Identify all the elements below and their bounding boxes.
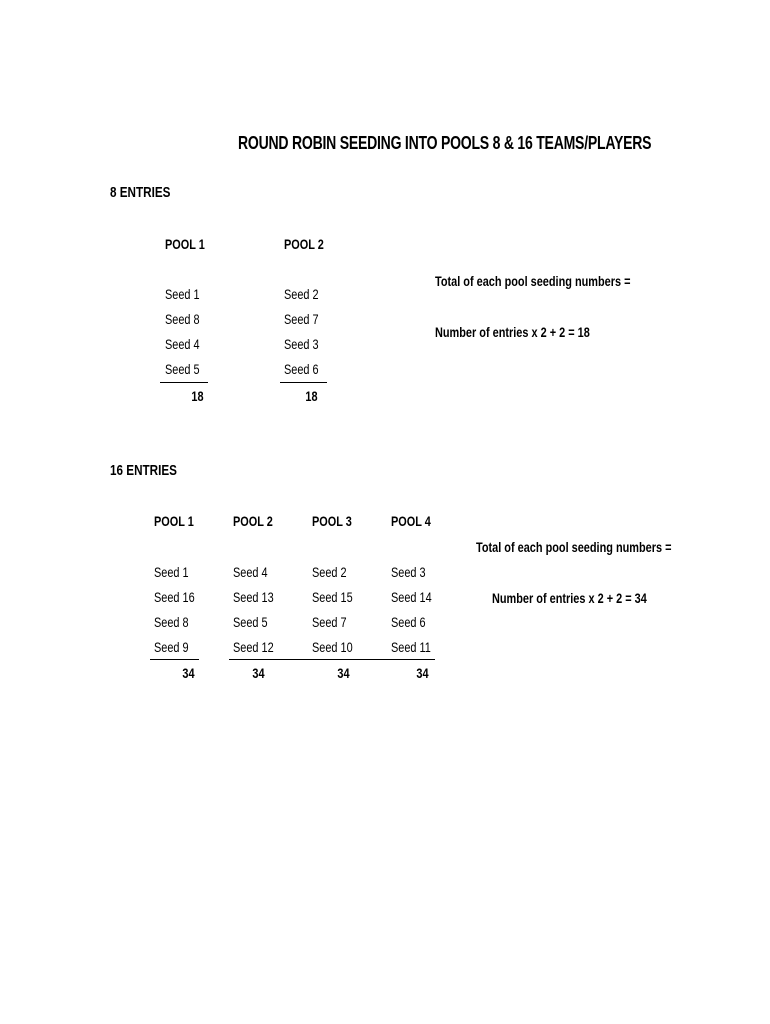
note-total-label: Total of each pool seeding numbers = xyxy=(476,539,672,555)
seed-cell: Seed 15 xyxy=(312,589,353,605)
seed-cell: Seed 3 xyxy=(284,336,319,352)
seed-cell: Seed 4 xyxy=(233,564,268,580)
seed-cell: Seed 6 xyxy=(391,614,426,630)
seed-cell: Seed 2 xyxy=(312,564,347,580)
pool-heading: POOL 2 xyxy=(233,513,273,529)
seed-cell: Seed 7 xyxy=(284,311,319,327)
seed-cell: Seed 2 xyxy=(284,286,319,302)
sum-rule xyxy=(229,659,435,660)
pool-total: 18 xyxy=(305,388,318,404)
seed-cell: Seed 10 xyxy=(312,639,353,655)
pool-heading: POOL 4 xyxy=(391,513,431,529)
seed-cell: Seed 1 xyxy=(165,286,200,302)
section-heading-16-entries: 16 ENTRIES xyxy=(110,462,177,479)
section-heading-8-entries: 8 ENTRIES xyxy=(110,184,171,201)
seed-cell: Seed 11 xyxy=(391,639,431,655)
note-formula: Number of entries x 2 + 2 = 18 xyxy=(435,324,590,340)
seed-cell: Seed 8 xyxy=(154,614,189,630)
sum-rule xyxy=(280,382,327,383)
note-total-label: Total of each pool seeding numbers = xyxy=(435,273,631,289)
pool-heading: POOL 1 xyxy=(154,513,194,529)
seed-cell: Seed 12 xyxy=(233,639,274,655)
pool-total: 34 xyxy=(182,665,195,681)
seed-cell: Seed 6 xyxy=(284,361,319,377)
sum-rule xyxy=(160,382,208,383)
pool-heading: POOL 1 xyxy=(165,236,205,252)
seed-cell: Seed 5 xyxy=(233,614,268,630)
seed-cell: Seed 9 xyxy=(154,639,189,655)
pool-heading: POOL 3 xyxy=(312,513,352,529)
pool-heading: POOL 2 xyxy=(284,236,324,252)
seed-cell: Seed 14 xyxy=(391,589,432,605)
seed-cell: Seed 3 xyxy=(391,564,426,580)
note-formula: Number of entries x 2 + 2 = 34 xyxy=(492,590,647,606)
seed-cell: Seed 7 xyxy=(312,614,347,630)
seed-cell: Seed 16 xyxy=(154,589,195,605)
seed-cell: Seed 5 xyxy=(165,361,200,377)
sum-rule xyxy=(150,659,199,660)
seed-cell: Seed 1 xyxy=(154,564,189,580)
pool-total: 18 xyxy=(191,388,204,404)
seed-cell: Seed 13 xyxy=(233,589,274,605)
seed-cell: Seed 4 xyxy=(165,336,200,352)
pool-total: 34 xyxy=(252,665,265,681)
pool-total: 34 xyxy=(337,665,350,681)
pool-total: 34 xyxy=(416,665,429,681)
seed-cell: Seed 8 xyxy=(165,311,200,327)
page-title: ROUND ROBIN SEEDING INTO POOLS 8 & 16 TEAMS/PLAYERS xyxy=(238,133,652,153)
